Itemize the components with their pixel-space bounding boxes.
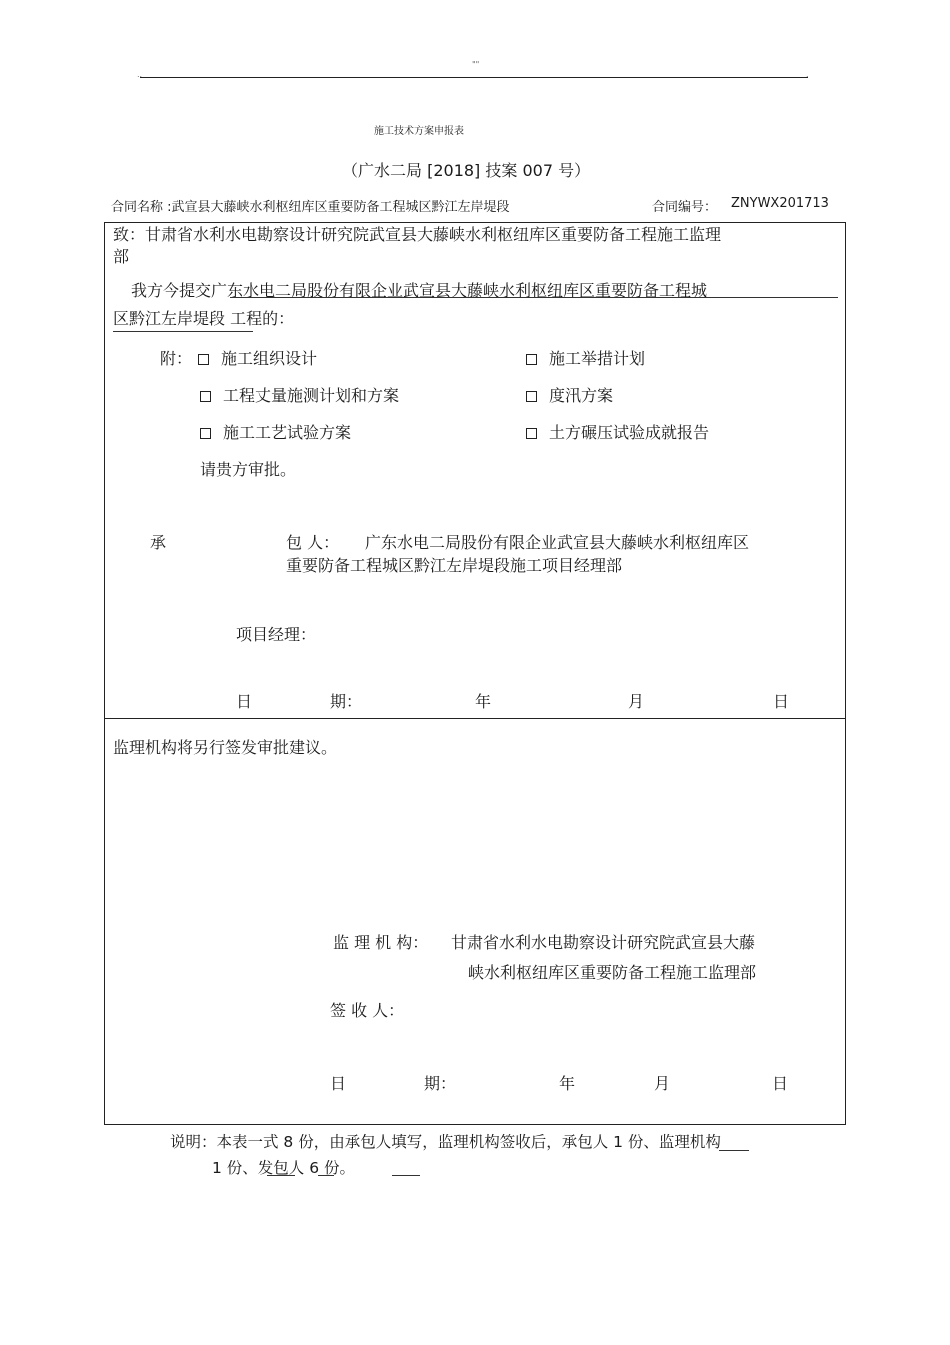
project-manager-label: 项目经理： (236, 625, 317, 644)
contract-number-label: 合同编号： (652, 200, 718, 215)
date-label-b: 期： (330, 692, 363, 711)
date-label-a: 日 (236, 692, 253, 711)
checkbox-icon[interactable] (526, 391, 537, 402)
submission-line-1: 我方今提交广东水电二局股份有限企业武宣县大藤峡水利枢纽库区重要防备工程城 (131, 281, 708, 300)
contractor-label-b: 包 人： (286, 533, 340, 552)
attachment-3: 工程丈量施测计划和方案 (200, 383, 399, 406)
header-rule (140, 77, 808, 78)
date-day: 日 (773, 692, 790, 711)
note-underline-2 (267, 1175, 295, 1176)
supervision-org-line-1: 甘肃省水利水电勘察设计研究院武宣县大藤 (451, 933, 756, 952)
note-line-2: 1 份、发包人 6 份。 (212, 1159, 356, 1177)
note-underline-1 (719, 1150, 749, 1151)
supervision-date-day: 日 (772, 1074, 789, 1093)
note-line-1: 说明：本表一式 8 份，由承包人填写，监理机构签收后，承包人 1 份、监理机构 (170, 1133, 721, 1151)
submission-line-2: 区黔江左岸堤段 工程的： (113, 309, 295, 328)
note-underline-3 (318, 1175, 334, 1176)
supervision-date-year: 年 (559, 1074, 576, 1093)
project-underline-2 (113, 331, 253, 332)
supervision-org-label: 监 理 机 构： (333, 933, 429, 952)
supervision-date-label-a: 日 (330, 1074, 347, 1093)
attachments-label: 附： (160, 349, 193, 368)
contractor-name-line-1: 广东水电二局股份有限企业武宣县大藤峡水利枢纽库区 (365, 533, 750, 552)
date-year: 年 (475, 692, 492, 711)
receiver-label: 签 收 人： (330, 1001, 405, 1020)
contractor-label-a: 承 (150, 533, 167, 552)
supervision-org-line-2: 峡水利枢纽库区重要防备工程施工监理部 (468, 963, 757, 982)
checkbox-icon[interactable] (198, 354, 209, 365)
supervision-date-month: 月 (654, 1074, 671, 1093)
attachment-5: 施工工艺试验方案 (200, 420, 351, 443)
contract-number: ZNYWX201713 (731, 196, 829, 211)
attachment-4: 度汛方案 (526, 383, 613, 406)
section-divider (104, 718, 846, 719)
contract-name: 合同名称 :武宣县大藤峡水利枢纽库区重要防备工程城区黔江左岸堤段 (111, 200, 510, 215)
checkbox-icon[interactable] (200, 391, 211, 402)
checkbox-icon[interactable] (526, 354, 537, 365)
date-month: 月 (628, 692, 645, 711)
attachment-6: 土方碾压试验成就报告 (526, 420, 709, 443)
approval-request: 请贵方审批。 (200, 460, 297, 479)
checkbox-icon[interactable] (200, 428, 211, 439)
supervision-opinion: 监理机构将另行签发审批建议。 (113, 738, 338, 757)
header-tick-mid: "" (472, 60, 480, 69)
addressee-line-2: 部 (113, 247, 130, 266)
document-number: （广水二局 [2018] 技案 007 号） (342, 161, 591, 180)
attachment-1: 施工组织设计 (198, 346, 317, 369)
project-underline-1 (230, 297, 838, 298)
header-tick-right: . (806, 70, 809, 79)
contractor-name-line-2: 重要防备工程城区黔江左岸堤段施工项目经理部 (286, 556, 623, 575)
note-underline-4 (392, 1175, 420, 1176)
checkbox-icon[interactable] (526, 428, 537, 439)
addressee-line-1: 致：甘肃省水利水电勘察设计研究院武宣县大藤峡水利枢纽库区重要防备工程施工监理 (113, 225, 722, 244)
attachment-2: 施工举措计划 (526, 346, 645, 369)
header-tick-left: .. (137, 70, 143, 79)
form-title: 施工技术方案申报表 (374, 126, 464, 137)
supervision-date-label-b: 期： (424, 1074, 457, 1093)
